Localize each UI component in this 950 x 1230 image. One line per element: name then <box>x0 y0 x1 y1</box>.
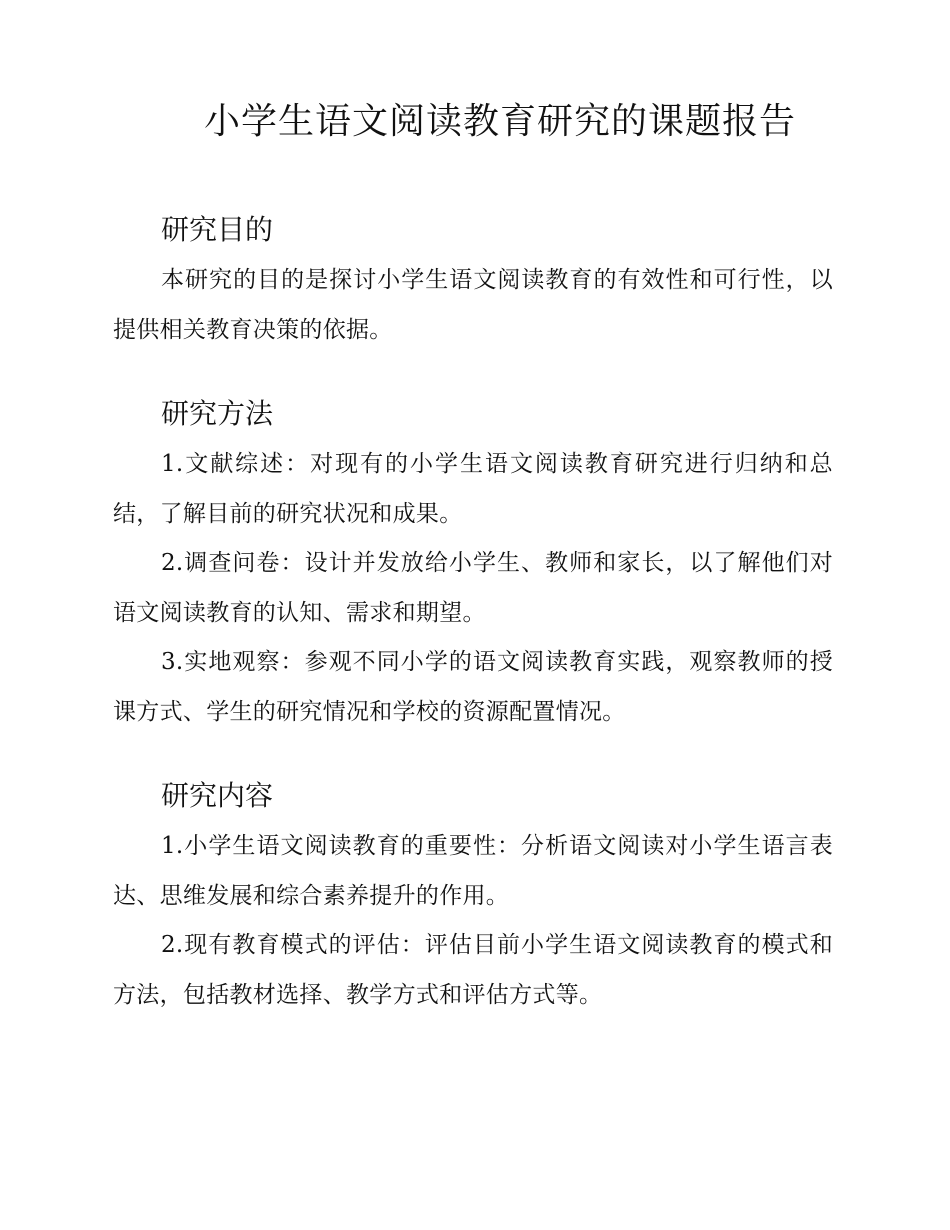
section-research-content <box>113 772 833 1020</box>
document-body <box>113 206 833 1055</box>
section-heading: 研究目的 <box>161 213 274 246</box>
document-title: 小学生语文阅读教育研究的课题报告 <box>203 101 796 142</box>
paragraph: 3.实地观察：参观不同小学的语文阅读教育实践，观察教师的授课方式、学生的研究情况和学校的资源配置情况。 <box>113 649 833 725</box>
section-research-method <box>113 390 833 737</box>
paragraph: 2.调查问卷：设计并发放给小学生、教师和家长，以了解他们对语文阅读教育的认知、需求和期望。 <box>113 550 833 626</box>
paragraph: 1.小学生语文阅读教育的重要性：分析语文阅读对小学生语言表达、思维发展和综合素养提升的作用。 <box>113 833 833 909</box>
paragraph: 1.文献综述：对现有的小学生语文阅读教育研究进行归纳和总结，了解目前的研究状况和成果。 <box>113 451 833 527</box>
section-heading: 研究方法 <box>161 397 274 430</box>
section-research-purpose <box>113 206 833 355</box>
paragraph: 本研究的目的是探讨小学生语文阅读教育的有效性和可行性，以提供相关教育决策的依据。 <box>113 267 833 343</box>
section-heading: 研究内容 <box>161 779 274 812</box>
paragraph: 2.现有教育模式的评估：评估目前小学生语文阅读教育的模式和方法，包括教材选择、教学方式和评估方式等。 <box>113 932 833 1008</box>
